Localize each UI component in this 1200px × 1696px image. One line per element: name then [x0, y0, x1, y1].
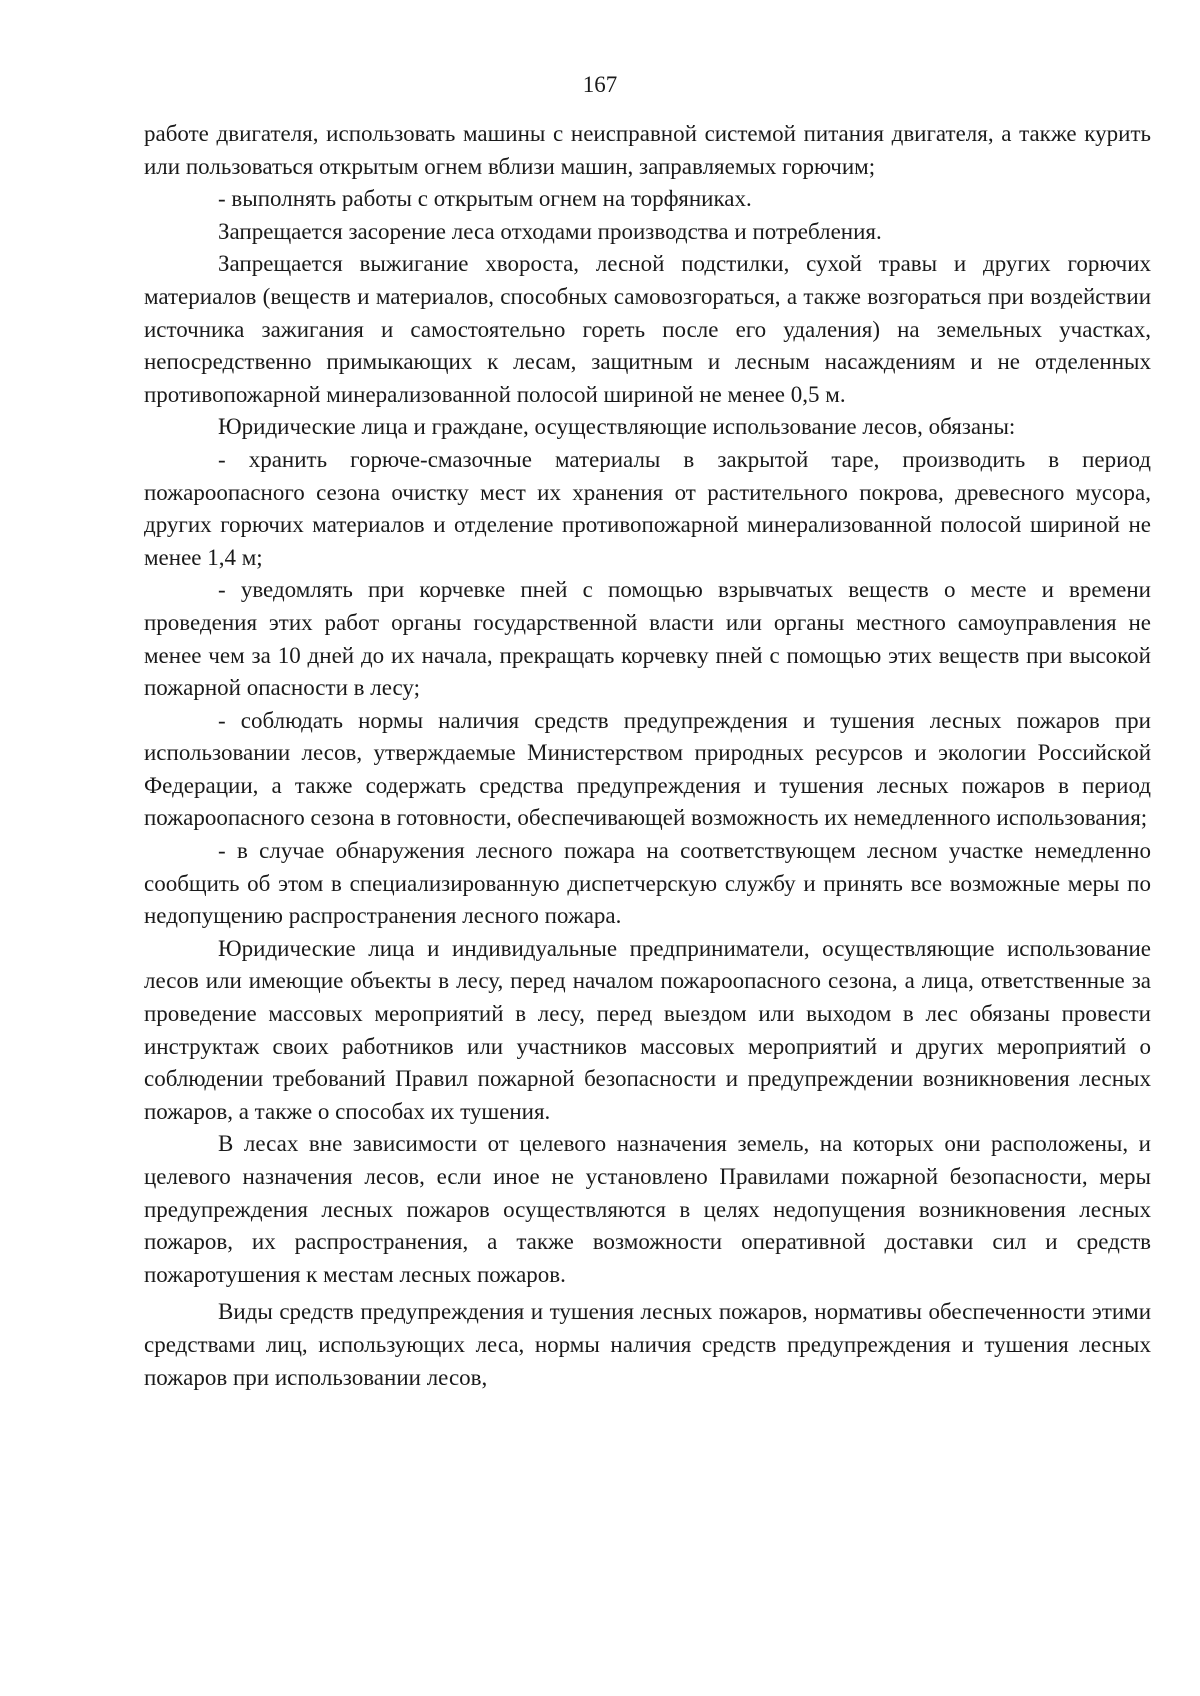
list-item-fuel-storage: - хранить горюче-смазочные материалы в закрытой таре, производить в период пожароопасного сезона очистку мест их хранения от растительного покрова, древесного мусора, других горючих материалов и отделение противопожарной минерализованной полосой шириной не менее 1,4 м;: [144, 446, 1151, 570]
list-item-fire-report: - в случае обнаружения лесного пожара на соответствующем лесном участке немедленно сообщить об этом в специализированную диспетчерскую службу и принять все возможные меры по недопущению распространения лесного пожара.: [144, 838, 1151, 929]
paragraph-obligations-intro: Юридические лица и граждане, осуществляющие использование лесов, обязаны:: [218, 414, 1016, 440]
paragraph-means-types: Виды средств предупреждения и тушения лесных пожаров, нормативы обеспеченности этими средствами лиц, использующих леса, нормы наличия средств предупреждения и тушения лесных пожаров при использовании лесов,: [144, 1299, 1151, 1390]
paragraph-briefing: Юридические лица и индивидуальные предприниматели, осуществляющие использование лесов или имеющие объекты в лесу, перед началом пожароопасного сезона, а лица, ответственные за проведение массовых мероприятий в лесу, перед выездом или выходом в лес обязаны провести инструктаж своих работников или участников массовых мероприятий и других мероприятий о соблюдении требований Правил пожарной безопасности и предупреждении возникновения лесных пожаров, а также о способах их тушения.: [144, 935, 1151, 1124]
document-body: [144, 118, 1151, 1394]
page-number: 167: [582, 72, 618, 97]
paragraph-burning-ban: Запрещается выжигание хвороста, лесной подстилки, сухой травы и других горючих материалов (веществ и материалов, способных самовозгораться, а также возгораться при воздействии источника зажигания и самостоятельно гореть после его удаления) на земельных участках, непосредственно примыкающих к лесам, защитным и лесным насаждениям и не отделенных противопожарной минерализованной полосой шириной не менее 0,5 м.: [144, 251, 1151, 407]
paragraph-littering-ban: Запрещается засорение леса отходами производства и потребления.: [218, 218, 882, 244]
paragraph-continuation: работе двигателя, использовать машины с неисправной системой питания двигателя, а также курить или пользоваться открытым огнем вблизи машин, заправляемых горючим;: [144, 121, 1151, 179]
list-item-stump-blasting: - уведомлять при корчевке пней с помощью взрывчатых веществ о месте и времени проведения этих работ органы государственной власти или органы местного самоуправления не менее чем за 10 дней до их начала, прекращать корчевку пней с помощью этих веществ при высокой пожарной опасности в лесу;: [144, 577, 1151, 701]
list-item-equipment-norms: - соблюдать нормы наличия средств предупреждения и тушения лесных пожаров при использовании лесов, утверждаемые Министерством природных ресурсов и экологии Российской Федерации, а также содержать средства предупреждения и тушения лесных пожаров в период пожароопасного сезона в готовности, обеспечивающей возможность их немедленного использования;: [144, 707, 1151, 831]
paragraph-prevention-measures: В лесах вне зависимости от целевого назначения земель, на которых они расположены, и целевого назначения лесов, если иное не установлено Правилами пожарной безопасности, меры предупреждения лесных пожаров осуществляются в целях недопущения возникновения лесных пожаров, их распространения, а также возможности оперативной доставки сил и средств пожаротушения к местам лесных пожаров.: [144, 1131, 1151, 1287]
list-item-peat-fire-ban: - выполнять работы с открытым огнем на торфяниках.: [218, 186, 752, 212]
